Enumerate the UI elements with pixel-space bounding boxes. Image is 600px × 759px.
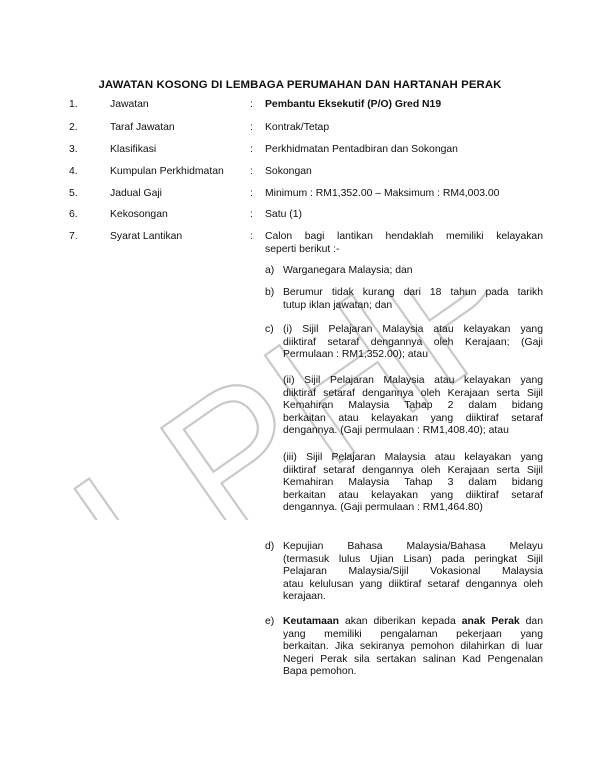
row-label: Klasifikasi (110, 144, 157, 155)
text-line: Kepujian Bahasa Malaysia/Bahasa Melayu (283, 541, 543, 552)
row-number: 2. (69, 122, 78, 133)
emphasis-anak-perak: anak Perak (461, 616, 520, 627)
watermark-text: LPHP (70, 290, 530, 520)
row-colon: : (250, 144, 253, 155)
text-line: diiktiraf setaraf dengannya oleh Kerajaan serta Sijil (283, 464, 543, 476)
row-number: 3. (69, 144, 78, 155)
text-line: Negeri Perak sila sertakan salinan Kad Pengenalan (283, 653, 543, 665)
text-line: atau kelulusan yang diiktiraf setaraf dengannya oleh (283, 578, 543, 590)
page-title: JAWATAN KOSONG DI LEMBAGA PERUMAHAN DAN HARTANAH PERAK (98, 79, 502, 91)
text-line: (ii) Sijil Pelajaran Malaysia atau kelayakan yang (283, 375, 543, 386)
condition-text (283, 541, 543, 604)
text-line: (termasuk lulus Ujian Lisan) pada peringkat Sijil (283, 553, 543, 565)
row-value: Sokongan (265, 166, 312, 177)
row-label: Taraf Jawatan (110, 122, 175, 133)
text-line: Permulaan : RM1,352.00); atau (283, 349, 428, 361)
emphasis-keutamaan: Keutamaan (283, 616, 340, 627)
row-number: 4. (69, 166, 78, 177)
row-value: Perkhidmatan Pentadbiran dan Sokongan (265, 144, 458, 155)
text-line: Kemahiran Malaysia Tahap 2 dalam bidang (283, 400, 543, 412)
row-value: Satu (1) (265, 209, 302, 220)
condition-text: Warganegara Malaysia; dan (283, 265, 413, 276)
row-colon: : (250, 122, 253, 133)
value-line: Calon bagi lantikan hendaklah memiliki kelayakan (265, 231, 543, 242)
row-number: 6. (69, 209, 78, 220)
row-label: Kumpulan Perkhidmatan (110, 166, 224, 177)
text-line: (iii) Sijil Pelajaran Malaysia atau kelayakan yang (283, 452, 543, 463)
text-line: dengannya. (Gaji permulaan : RM1,408.40); atau (283, 425, 509, 437)
condition-marker: d) (265, 541, 275, 552)
text-fragment: akan diberikan kepada (339, 616, 462, 627)
row-colon: : (250, 188, 253, 199)
row-colon: : (250, 166, 253, 177)
row-label: Jadual Gaji (110, 188, 162, 199)
condition-text (283, 287, 543, 312)
text-line: diiktiraf setaraf dengannya oleh Kerajaan; (Gaji (283, 336, 543, 348)
row-value: Minimum : RM1,352.00 – Maksimum : RM4,003.00 (265, 188, 500, 199)
text-fragment: dan (519, 616, 543, 627)
condition-c-iii (283, 452, 543, 515)
condition-marker: a) (265, 265, 275, 276)
text-line: tutup iklan jawatan; dan (283, 299, 393, 311)
text-line: (i) Sijil Pelajaran Malaysia atau kelayakan yang (283, 324, 543, 335)
text-line: Bapa pemohon. (283, 666, 357, 678)
row-value (265, 230, 543, 256)
condition-text (283, 616, 543, 679)
condition-marker: b) (265, 287, 275, 298)
condition-c-ii (283, 375, 543, 438)
text-line: kerajaan. (283, 591, 326, 603)
text-line: Kemahiran Malaysia Tahap 3 dalam bidang (283, 477, 543, 489)
text-line: berkaitan. Jika sekiranya pemohon dilahirkan di luar (283, 641, 543, 653)
row-number: 5. (69, 188, 78, 199)
text-line: yang memiliki pengalaman pekerjaan yang (283, 628, 543, 640)
row-number: 1. (69, 99, 78, 110)
text-line: dengannya. (Gaji permulaan : RM1,464.80) (283, 502, 483, 514)
condition-marker: c) (265, 324, 274, 335)
row-label: Kekosongan (110, 209, 168, 220)
row-colon: : (250, 231, 253, 242)
row-label: Jawatan (110, 99, 149, 110)
row-number: 7. (69, 231, 78, 242)
text-line: Pelajaran Malaysia/Sijil Vokasional Malaysia (283, 566, 543, 578)
row-value: Pembantu Eksekutif (P/O) Gred N19 (265, 99, 442, 110)
text-line: diiktiraf setaraf dengannya oleh Kerajaan serta Sijil (283, 387, 543, 399)
text-line: Berumur tidak kurang dari 18 tahun pada tarikh (283, 287, 543, 298)
row-label: Syarat Lantikan (110, 231, 183, 242)
condition-marker: e) (265, 616, 275, 627)
text-line: berkaitan atau kelayakan yang diiktiraf setaraf (283, 412, 543, 424)
value-line: seperti berikut :- (265, 244, 340, 255)
text-line: berkaitan atau kelayakan yang diiktiraf setaraf (283, 489, 543, 501)
text-line (283, 616, 543, 629)
condition-c-i (283, 324, 543, 362)
row-value: Kontrak/Tetap (265, 122, 330, 133)
row-colon: : (250, 99, 253, 110)
row-colon: : (250, 209, 253, 220)
